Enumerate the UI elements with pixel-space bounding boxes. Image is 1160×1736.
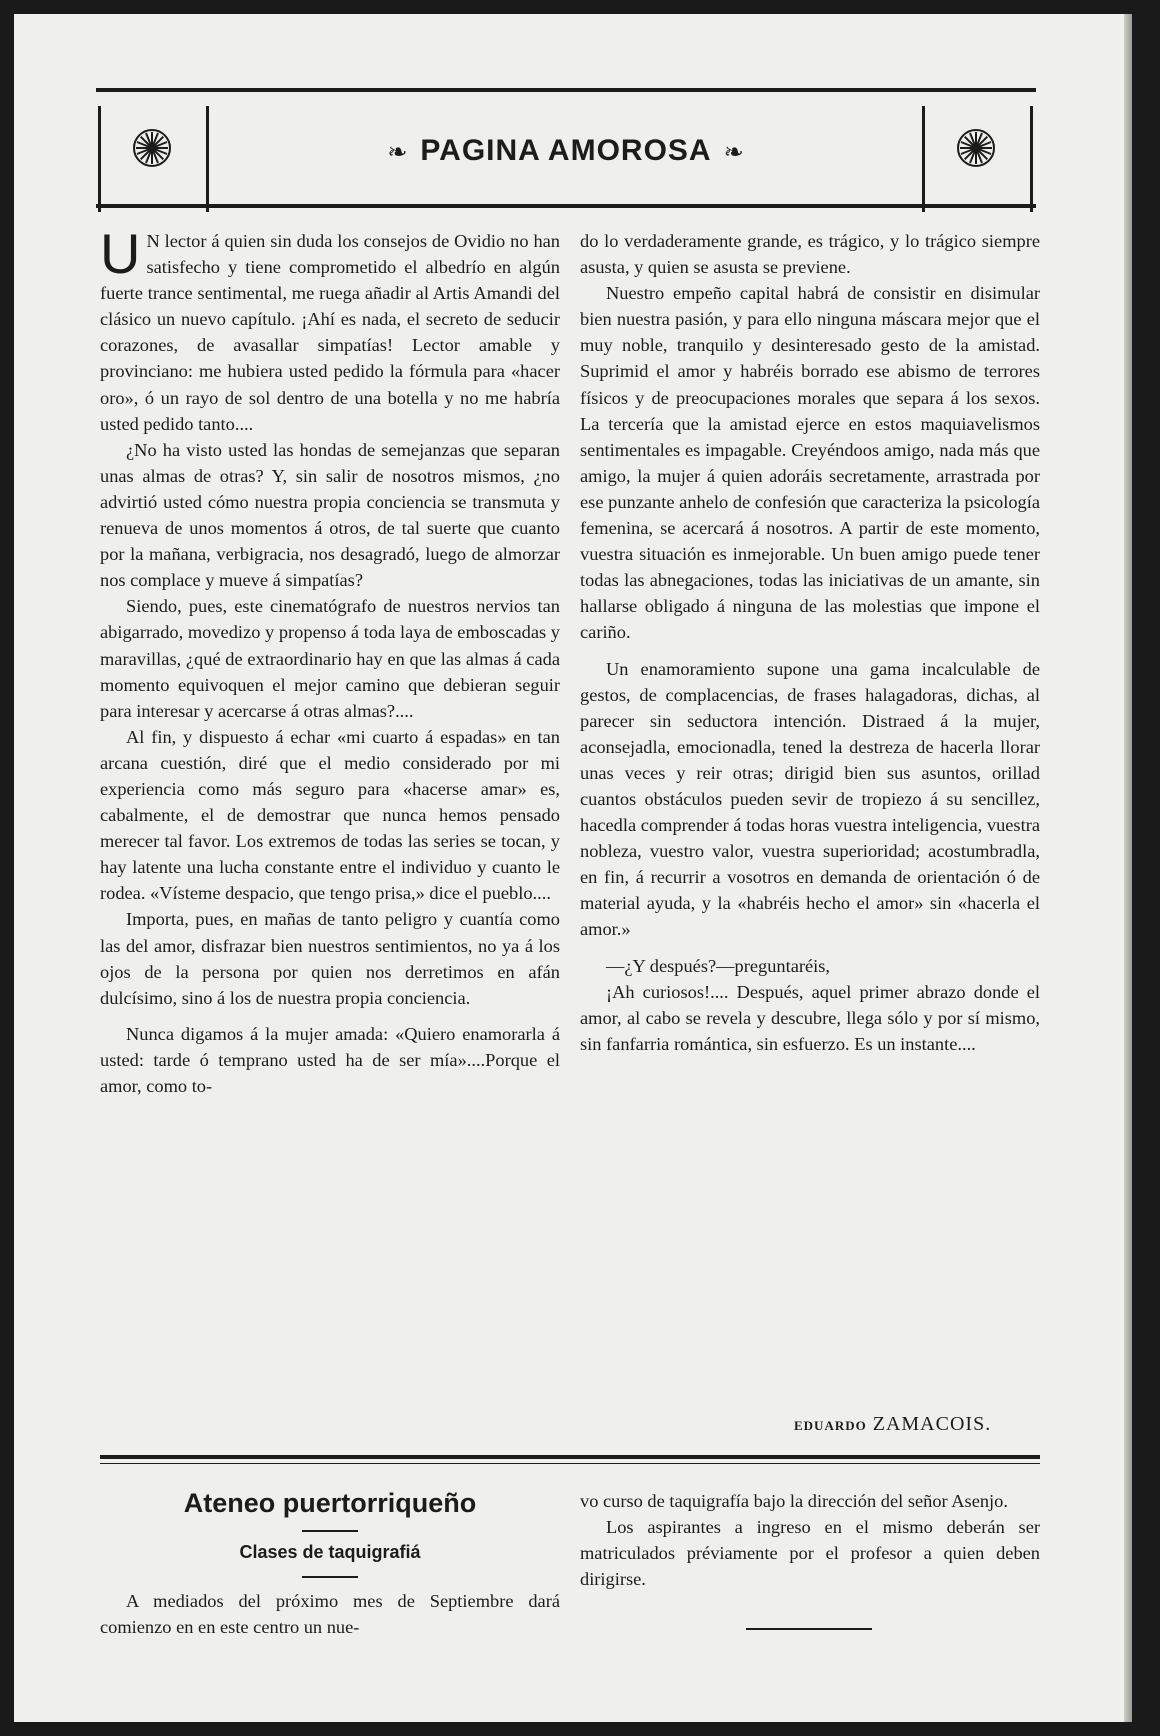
paragraph-text: N lector á quien sin duda los consejos de Ovidio no han satisfecho y tiene comprometido el albedrío en algún fuerte trance sentimental, me ruega añadir al Artis Amandi del clásico un nuevo capítulo. ¡Ahí es nada, el secreto de seducir corazones, de avasallar simpatías! Lector amable y provinciano: me hubiera usted pedido la fórmula para «hacer oro», ó un rayo de sol dentro de una botella y no me habría usted pedido tanto.... [100, 231, 560, 434]
article-paragraph: Nuestro empeño capital habrá de consistir en disimular bien nuestra pasión, y para ello ninguna máscara mejor que el muy noble, tranquilo y desinteresado gesto de la amistad. Suprimid el amor y habréis borrado ese abismo de terrores físicos y de preocupaciones morales que separa á los sexos. La tercería que la amistad ejerce en estos maquiavelismos sentimentales es impagable. Creyéndoos amigo, nada más que amigo, la mujer á quien adoráis secretamente, arrastrada por ese punzante anhelo de confesión que caracteriza la psicología femenina, se acercará á nosotros. A partir de este momento, vuestra situación es inmejorable. Un buen amigo puede tener todas las abnegaciones, todas las iniciativas de un amante, sin hallarse obligado á ninguna de las molestias que impone el cariño. [580, 283, 1040, 643]
ateneo-right-column [580, 1488, 1040, 1592]
author-signature [794, 1413, 991, 1436]
ateneo-left-column [100, 1588, 560, 1640]
page-title-text: PAGINA AMOROSA [420, 134, 712, 167]
closing-rule [746, 1628, 872, 1630]
newspaper-page [14, 14, 1132, 1722]
article-paragraph: do lo verdaderamente grande, es trágico, y lo trágico siempre asusta, y quien se asusta se previene. [580, 231, 1040, 278]
article-paragraph: ¡Ah curiosos!.... Después, aquel primer abrazo donde el amor, al cabo se revela y descubre, llega sólo y por sí mismo, sin fanfarria romántica, sin esfuerzo. Es un instante.... [580, 981, 1040, 1054]
author-last-name: ZAMACOIS. [872, 1413, 992, 1435]
article-paragraph [100, 222, 560, 437]
author-first-name: EDUARDO [794, 1418, 867, 1433]
article-paragraph: Nunca digamos á la mujer amada: «Quiero enamorarla á usted: tarde ó temprano usted ha de ser mía»....Porque el amor, como to- [100, 1023, 560, 1096]
fleuron-icon: ❧ [387, 138, 409, 166]
section-header-banner [96, 88, 1036, 208]
ateneo-subheadline: Clases de taquigrafiá [239, 1542, 421, 1562]
article-paragraph: ¿No ha visto usted las hondas de semejanzas que separan unas almas de otras? Y, sin salir de nosotros mismos, ¿no advirtió usted cómo nuestra propia conciencia se transmuta y renueva de unos momentos á otros, de tal suerte que cuanto por la mañana, verbigracia, nos desagradó, luego de almorzar nos complace y mueve á simpatías? [100, 439, 560, 591]
article-paragraph: —¿Y después?—preguntaréis, [606, 955, 831, 976]
article-right-column [580, 228, 1040, 1057]
ateneo-headline: Ateneo puertorriqueño [183, 1488, 477, 1518]
article-paragraph: Un enamoramiento supone una gama incalculable de gestos, de complacencias, de frases halagadoras, dichas, al parecer sin seductora intención. Distraed á la mujer, aconsejadla, emocionadla, tened la destreza de hacerla llorar unas veces y reir otras; dirigid bien sus asuntos, orillad cuantos obstáculos pueden sevir de tropiezo á su sencillez, hacedla comprender á todas horas vuestra inteligencia, vuestra nobleza, vuestro valor, vuestra superioridad; acostumbradla, en fin, á recurrir a vosotros en demanda de orientación ó de material ayuda, y la «habréis hecho el amor» sin «hacerla el amor.» [580, 658, 1040, 940]
article-paragraph: Al fin, y dispuesto á echar «mi cuarto á espadas» en tan arcana cuestión, diré que el medio considerado por mi experiencia como más seguro para «hacerse amar» es, cabalmente, el de demostrar que nunca hemos pensado merecer tal favor. Los extremos de todas las series se tocan, y hay latente una lucha constante entre el individuo y cuanto le rodea. «Vísteme despacio, que tengo prisa,» dice el pueblo.... [100, 726, 560, 904]
short-rule [302, 1530, 358, 1532]
page-edge-shadow [1124, 14, 1132, 1722]
section-separator-thin [100, 1463, 1040, 1464]
article-paragraph: vo curso de taquigrafía bajo la dirección del señor Asenjo. [580, 1491, 1008, 1511]
article-left-column [100, 222, 560, 1099]
article-paragraph: A mediados del próximo mes de Septiembre dará comienzo en en este centro un nue- [100, 1591, 560, 1638]
section-separator-thick [100, 1455, 1040, 1459]
article-paragraph: Importa, pues, en mañas de tanto peligro y cuantía como las del amor, disfrazar bien nuestros sentimientos, no ya á los ojos de la persona por quien nos derretimos en afán dulcísimo, sino á los de nuestra propia conciencia. [100, 909, 560, 1008]
fleuron-icon: ❧ [723, 138, 745, 166]
article-paragraph: Siendo, pues, este cinematógrafo de nuestros nervios tan abigarrado, movedizo y propenso á toda laya de emboscadas y maravillas, ¿qué de extraordinario hay en que las almas á cada momento equivoquen el mejor camino que debieran seguir para interesar y acercarse á otras almas?.... [100, 596, 560, 721]
page-title [96, 134, 1036, 168]
short-rule [302, 1576, 358, 1578]
article-paragraph: Los aspirantes a ingreso en el mismo deberán ser matriculados préviamente por el profesor a quien deben dirigirse. [580, 1517, 1040, 1590]
drop-cap: U [100, 222, 141, 285]
